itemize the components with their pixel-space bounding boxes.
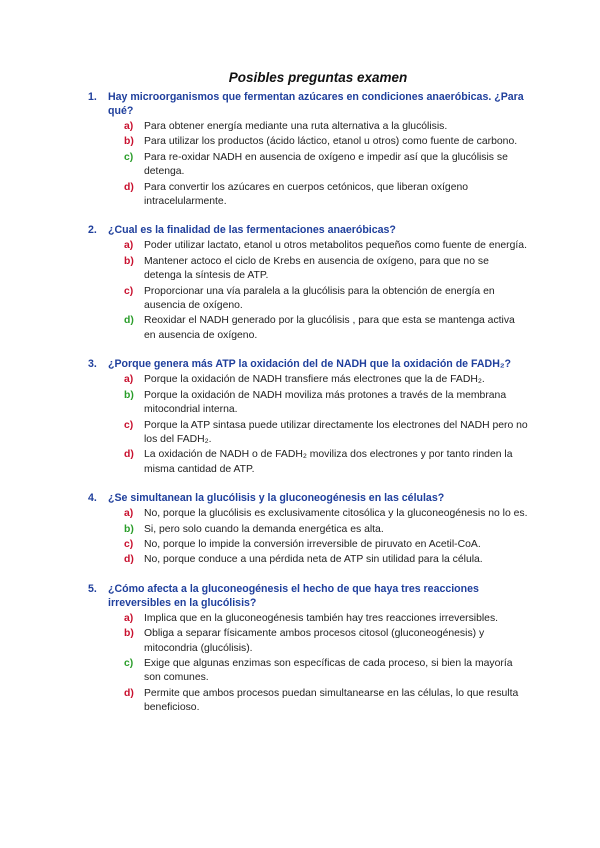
option-text: Para obtener energía mediante una ruta alternativa a la glucólisis. bbox=[144, 121, 448, 132]
answer-option bbox=[124, 448, 528, 477]
answer-option bbox=[124, 657, 528, 686]
question-text: Hay microorganismos que fermentan azúcares en condiciones anaeróbicas. ¿Para qué? bbox=[108, 91, 524, 117]
option-letter: d) bbox=[124, 181, 134, 193]
answer-option bbox=[124, 285, 528, 314]
answer-option bbox=[124, 255, 528, 284]
question-heading bbox=[88, 223, 528, 237]
option-letter: a) bbox=[124, 508, 134, 520]
option-letter: b) bbox=[124, 523, 134, 535]
answer-option bbox=[124, 373, 528, 387]
option-text: Para utilizar los productos (ácido láctico, etanol u otros) como fuente de carbono. bbox=[144, 136, 518, 148]
page-title: Posibles preguntas examen bbox=[228, 70, 408, 85]
answer-option bbox=[124, 627, 528, 656]
answer-option bbox=[124, 239, 528, 253]
option-text: Si, pero solo cuando la demanda energética es alta. bbox=[144, 523, 384, 535]
option-letter: c) bbox=[124, 538, 134, 550]
answer-option bbox=[124, 538, 528, 552]
answer-options bbox=[124, 373, 528, 477]
option-letter: d) bbox=[124, 315, 134, 327]
answer-options bbox=[124, 239, 528, 343]
answer-option bbox=[124, 612, 528, 626]
question-heading bbox=[88, 90, 528, 118]
option-letter: c) bbox=[124, 151, 134, 163]
option-letter: c) bbox=[124, 419, 134, 431]
option-letter: b) bbox=[124, 136, 134, 148]
question-number: 1. bbox=[88, 91, 97, 103]
question-number: 5. bbox=[88, 582, 97, 595]
option-letter: a) bbox=[124, 240, 134, 252]
question-text: ¿Se simultanean la glucólisis y la gluconeogénesis en las células? bbox=[108, 492, 445, 505]
answer-options bbox=[124, 120, 528, 209]
answer-option bbox=[124, 523, 528, 537]
option-text: Exige que algunas enzimas son específicas de cada proceso, si bien la mayoría son comunes. bbox=[144, 657, 513, 684]
option-text: Implica que en la gluconeogénesis también hay tres reacciones irreversibles. bbox=[144, 612, 499, 624]
option-letter: d) bbox=[124, 449, 134, 461]
answer-option bbox=[124, 151, 528, 180]
answer-option bbox=[124, 553, 528, 567]
option-text: No, porque lo impide la conversión irreversible de piruvato en Acetil-CoA. bbox=[144, 538, 481, 550]
answer-option bbox=[124, 135, 528, 149]
option-letter: c) bbox=[124, 657, 134, 669]
option-letter: c) bbox=[124, 285, 134, 297]
answer-options bbox=[124, 507, 528, 568]
option-text: Mantener actoco el ciclo de Krebs en ausencia de oxígeno, para que no se detenga la síntesis de ATP. bbox=[144, 255, 489, 282]
answer-option bbox=[124, 507, 528, 521]
option-text: Proporcionar una vía paralela a la glucólisis para la obtención de energía en ausencia de oxígeno. bbox=[144, 285, 495, 312]
option-text: Para re-oxidar NADH en ausencia de oxígeno e impedir así que la glucólisis se detenga. bbox=[144, 151, 508, 178]
option-letter: a) bbox=[124, 374, 134, 386]
option-letter: b) bbox=[124, 389, 134, 401]
answer-options bbox=[124, 612, 528, 716]
option-letter: a) bbox=[124, 121, 134, 132]
option-text: Reoxidar el NADH generado por la glucólisis , para que esta se mantenga activa en ausencia de oxígeno. bbox=[144, 315, 515, 341]
option-text: Porque la ATP sintasa puede utilizar directamente los electrones del NADH pero no los del FADH₂. bbox=[144, 419, 528, 445]
option-text: La oxidación de NADH o de FADH₂ moviliza dos electrones y por tanto rinden la misma cantidad de ATP. bbox=[144, 449, 513, 475]
option-letter: a) bbox=[124, 612, 134, 624]
question-2 bbox=[88, 223, 528, 343]
option-text: Porque la oxidación de NADH transfiere más electrones que la de FADH₂. bbox=[144, 374, 485, 386]
option-letter: d) bbox=[124, 687, 134, 699]
answer-option bbox=[124, 120, 528, 134]
answer-option bbox=[124, 687, 528, 716]
question-heading bbox=[88, 582, 528, 610]
answer-option bbox=[124, 419, 528, 448]
option-text: Permite que ambos procesos puedan simultanearse en las células, lo que resulta beneficioso. bbox=[144, 687, 519, 714]
option-text: Para convertir los azúcares en cuerpos cetónicos, que liberan oxígeno intracelularmente. bbox=[144, 181, 469, 208]
question-text: ¿Porque genera más ATP la oxidación del de NADH que la oxidación de FADH₂? bbox=[108, 358, 512, 371]
question-number: 4. bbox=[88, 492, 97, 505]
option-text: Obliga a separar físicamente ambos procesos citosol (gluconeogénesis) y mitocondria (glucólisis). bbox=[144, 628, 485, 654]
option-text: No, porque la glucólisis es exclusivamente citosólica y la gluconeogénesis no lo es. bbox=[144, 508, 528, 520]
question-text: ¿Cual es la finalidad de las fermentaciones anaeróbicas? bbox=[108, 224, 396, 237]
answer-option bbox=[124, 389, 528, 418]
question-number: 2. bbox=[88, 224, 97, 237]
question-1 bbox=[88, 90, 528, 209]
question-heading bbox=[88, 357, 528, 371]
question-heading bbox=[88, 491, 528, 505]
question-3 bbox=[88, 357, 528, 477]
option-text: Porque la oxidación de NADH moviliza más protones a través de la membrana mitocondrial interna. bbox=[144, 389, 507, 416]
option-letter: d) bbox=[124, 554, 134, 566]
option-text: No, porque conduce a una pérdida neta de ATP sin utilidad para la célula. bbox=[144, 554, 483, 566]
option-letter: b) bbox=[124, 628, 134, 640]
question-4 bbox=[88, 491, 528, 568]
answer-option bbox=[124, 181, 528, 210]
question-text: ¿Cómo afecta a la gluconeogénesis el hecho de que haya tres reacciones irreversibles en la glucólisis? bbox=[108, 582, 479, 609]
option-text: Poder utilizar lactato, etanol u otros metabolitos pequeños como fuente de energía. bbox=[144, 240, 527, 252]
answer-option bbox=[124, 314, 528, 343]
question-5 bbox=[88, 582, 528, 716]
question-number: 3. bbox=[88, 358, 97, 371]
question-list bbox=[88, 90, 528, 730]
option-letter: b) bbox=[124, 255, 134, 267]
